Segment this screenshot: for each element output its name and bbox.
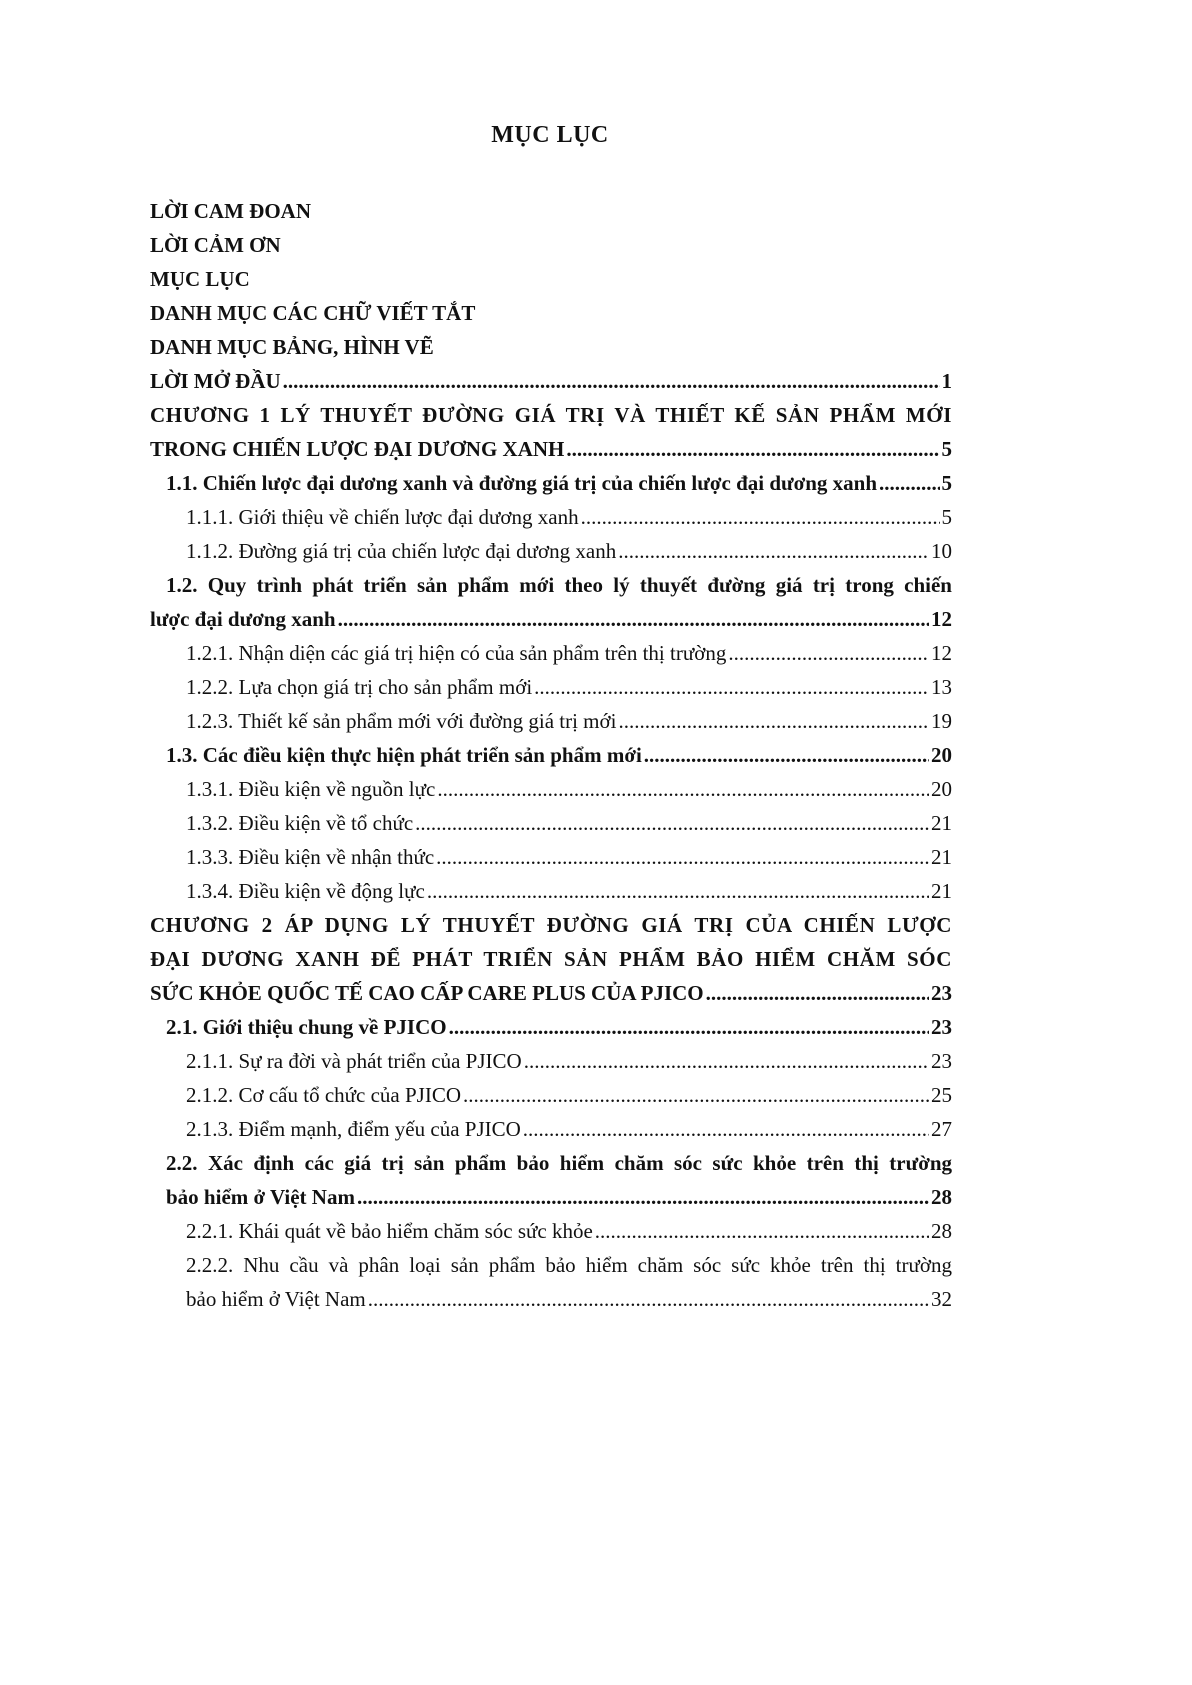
dot-leader bbox=[581, 500, 940, 534]
toc-entry-text: CHƯƠNG 1 LÝ THUYẾT ĐƯỜNG GIÁ TRỊ VÀ THIẾT KẾ SẢN PHẨM MỚI bbox=[150, 403, 952, 427]
toc-entry-section-1-1-2[interactable] bbox=[150, 534, 952, 568]
toc-entry-text: 1.3.4. Điều kiện về động lực bbox=[186, 879, 425, 903]
toc-page-number: 21 bbox=[931, 845, 952, 869]
toc-entry-text: LỜI CAM ĐOAN bbox=[150, 199, 311, 223]
toc-entry-section-1-2[interactable] bbox=[150, 568, 952, 636]
toc-title: MỤC LỤC bbox=[491, 122, 609, 148]
toc-entry-text: 1.2. Quy trình phát triển sản phẩm mới theo lý thuyết đường giá trị trong chiến bbox=[166, 573, 952, 597]
toc-entry-text: 1.1.2. Đường giá trị của chiến lược đại dương xanh bbox=[186, 539, 617, 563]
toc-entry-text: 1.3.1. Điều kiện về nguồn lực bbox=[186, 777, 436, 801]
dot-leader bbox=[618, 704, 929, 738]
toc-entry-text: 1.2.2. Lựa chọn giá trị cho sản phẩm mới bbox=[186, 675, 533, 699]
toc-entry-text: 2.1.2. Cơ cấu tổ chức của PJICO bbox=[186, 1083, 462, 1107]
dot-leader bbox=[436, 840, 929, 874]
dot-leader bbox=[449, 1010, 929, 1044]
toc-entry-text-continued: lược đại dương xanh bbox=[150, 607, 336, 631]
dot-leader bbox=[618, 534, 929, 568]
dot-leader bbox=[523, 1112, 929, 1146]
toc-entry-text-continued: bảo hiểm ở Việt Nam bbox=[166, 1185, 355, 1209]
toc-entry-introduction[interactable] bbox=[150, 364, 952, 398]
toc-entry-abbreviations[interactable] bbox=[150, 296, 952, 330]
toc-entry-text: LỜI MỞ ĐẦU bbox=[150, 369, 281, 393]
toc-entry-text: 1.3.2. Điều kiện về tổ chức bbox=[186, 811, 414, 835]
toc-entry-text: LỜI CẢM ƠN bbox=[150, 233, 281, 257]
toc-entry-section-2-2[interactable] bbox=[150, 1146, 952, 1214]
toc-page-number: 10 bbox=[931, 539, 952, 563]
dot-leader bbox=[368, 1282, 929, 1316]
toc-entry-loi-cam-doan[interactable] bbox=[150, 194, 952, 228]
toc-entry-section-1-1[interactable] bbox=[150, 466, 952, 500]
toc-entry-text: 2.2.1. Khái quát về bảo hiểm chăm sóc sức khỏe bbox=[186, 1219, 593, 1243]
dot-leader bbox=[566, 432, 939, 466]
toc-page-number: 28 bbox=[931, 1185, 952, 1209]
toc-page-number: 23 bbox=[931, 981, 952, 1005]
toc-page-number: 27 bbox=[931, 1117, 952, 1141]
toc-entry-section-1-3-1[interactable] bbox=[150, 772, 952, 806]
toc-page-number: 20 bbox=[931, 777, 952, 801]
toc-entry-section-1-3-3[interactable] bbox=[150, 840, 952, 874]
toc-entry-text: 1.2.3. Thiết kế sản phẩm mới với đường giá trị mới bbox=[186, 709, 617, 733]
toc-page-number: 32 bbox=[931, 1287, 952, 1311]
toc-entry-section-2-1[interactable] bbox=[150, 1010, 952, 1044]
toc-page-number: 25 bbox=[931, 1083, 952, 1107]
toc-entry-text: 2.1. Giới thiệu chung về PJICO bbox=[166, 1015, 447, 1039]
dot-leader bbox=[357, 1180, 929, 1214]
dot-leader bbox=[463, 1078, 929, 1112]
toc-entry-text: 1.3.3. Điều kiện về nhận thức bbox=[186, 845, 435, 869]
toc-page-number: 5 bbox=[941, 471, 952, 495]
toc-entry-text: MỤC LỤC bbox=[150, 267, 250, 291]
toc-page-number: 21 bbox=[931, 811, 952, 835]
dot-leader bbox=[338, 602, 929, 636]
toc-page-number: 23 bbox=[931, 1015, 952, 1039]
dot-leader bbox=[524, 1044, 929, 1078]
dot-leader bbox=[728, 636, 929, 670]
toc-entry-section-2-1-1[interactable] bbox=[150, 1044, 952, 1078]
toc-entry-section-1-3-4[interactable] bbox=[150, 874, 952, 908]
toc-entry-text: 2.1.1. Sự ra đời và phát triển của PJICO bbox=[186, 1049, 522, 1073]
toc-entry-text: 1.1. Chiến lược đại dương xanh và đường giá trị của chiến lược đại dương xanh bbox=[166, 471, 878, 495]
toc-entry-text: CHƯƠNG 2 ÁP DỤNG LÝ THUYẾT ĐƯỜNG GIÁ TRỊ CỦA CHIẾN LƯỢC bbox=[150, 913, 952, 937]
toc-page-number: 12 bbox=[931, 641, 952, 665]
toc-entry-chapter-2[interactable] bbox=[150, 908, 952, 1010]
toc-entry-text: DANH MỤC BẢNG, HÌNH VẼ bbox=[150, 335, 434, 359]
toc-page-number: 13 bbox=[931, 675, 952, 699]
toc-entry-text: 1.3. Các điều kiện thực hiện phát triển sản phẩm mới bbox=[166, 743, 642, 767]
toc-entry-section-1-3-2[interactable] bbox=[150, 806, 952, 840]
toc-entry-text-continued: TRONG CHIẾN LƯỢC ĐẠI DƯƠNG XANH bbox=[150, 437, 565, 461]
dot-leader bbox=[706, 976, 929, 1010]
toc-entry-section-1-2-3[interactable] bbox=[150, 704, 952, 738]
toc-entry-text: 2.2. Xác định các giá trị sản phẩm bảo hiểm chăm sóc sức khỏe trên thị trường bbox=[166, 1151, 952, 1175]
toc-page-number: 28 bbox=[931, 1219, 952, 1243]
dot-leader bbox=[879, 466, 939, 500]
toc-page-number: 21 bbox=[931, 879, 952, 903]
toc-entry-section-2-2-2[interactable] bbox=[150, 1248, 952, 1316]
toc-entry-text: 2.1.3. Điểm mạnh, điểm yếu của PJICO bbox=[186, 1117, 521, 1141]
toc-entry-text-continued: bảo hiểm ở Việt Nam bbox=[186, 1287, 366, 1311]
toc-entry-section-2-1-3[interactable] bbox=[150, 1112, 952, 1146]
toc-page-number: 19 bbox=[931, 709, 952, 733]
dot-leader bbox=[644, 738, 929, 772]
toc-entry-section-1-2-2[interactable] bbox=[150, 670, 952, 704]
toc-entry-section-1-2-1[interactable] bbox=[150, 636, 952, 670]
toc-entry-section-2-1-2[interactable] bbox=[150, 1078, 952, 1112]
table-of-contents bbox=[150, 194, 952, 1316]
toc-entry-section-2-2-1[interactable] bbox=[150, 1214, 952, 1248]
toc-entry-section-1-3[interactable] bbox=[150, 738, 952, 772]
toc-entry-text-continued: SỨC KHỎE QUỐC TẾ CAO CẤP CARE PLUS CỦA PJICO bbox=[150, 981, 704, 1005]
dot-leader bbox=[415, 806, 929, 840]
toc-page-number: 1 bbox=[941, 369, 952, 393]
toc-entry-section-1-1-1[interactable] bbox=[150, 500, 952, 534]
toc-page-number: 5 bbox=[941, 505, 952, 529]
toc-page-number: 20 bbox=[931, 743, 952, 767]
toc-entry-muc-luc[interactable] bbox=[150, 262, 952, 296]
toc-entry-text: 1.2.1. Nhận diện các giá trị hiện có của sản phẩm trên thị trường bbox=[186, 641, 727, 665]
dot-leader bbox=[437, 772, 929, 806]
toc-page-number: 12 bbox=[931, 607, 952, 631]
toc-entry-chapter-1[interactable] bbox=[150, 398, 952, 466]
dot-leader bbox=[283, 364, 940, 398]
dot-leader bbox=[534, 670, 929, 704]
toc-entry-text: 2.2.2. Nhu cầu và phân loại sản phẩm bảo hiểm chăm sóc sức khỏe trên thị trường bbox=[186, 1253, 952, 1277]
toc-page-number: 23 bbox=[931, 1049, 952, 1073]
toc-entry-text: 1.1.1. Giới thiệu về chiến lược đại dương xanh bbox=[186, 505, 579, 529]
dot-leader bbox=[427, 874, 929, 908]
dot-leader bbox=[595, 1214, 929, 1248]
toc-entry-tables-figures[interactable] bbox=[150, 330, 952, 364]
toc-entry-text: DANH MỤC CÁC CHỮ VIẾT TẮT bbox=[150, 301, 476, 325]
toc-page-number: 5 bbox=[941, 437, 952, 461]
toc-entry-text-continued: ĐẠI DƯƠNG XANH ĐỂ PHÁT TRIỂN SẢN PHẨM BẢO HIỂM CHĂM SÓC bbox=[150, 947, 952, 971]
toc-entry-loi-cam-on[interactable] bbox=[150, 228, 952, 262]
